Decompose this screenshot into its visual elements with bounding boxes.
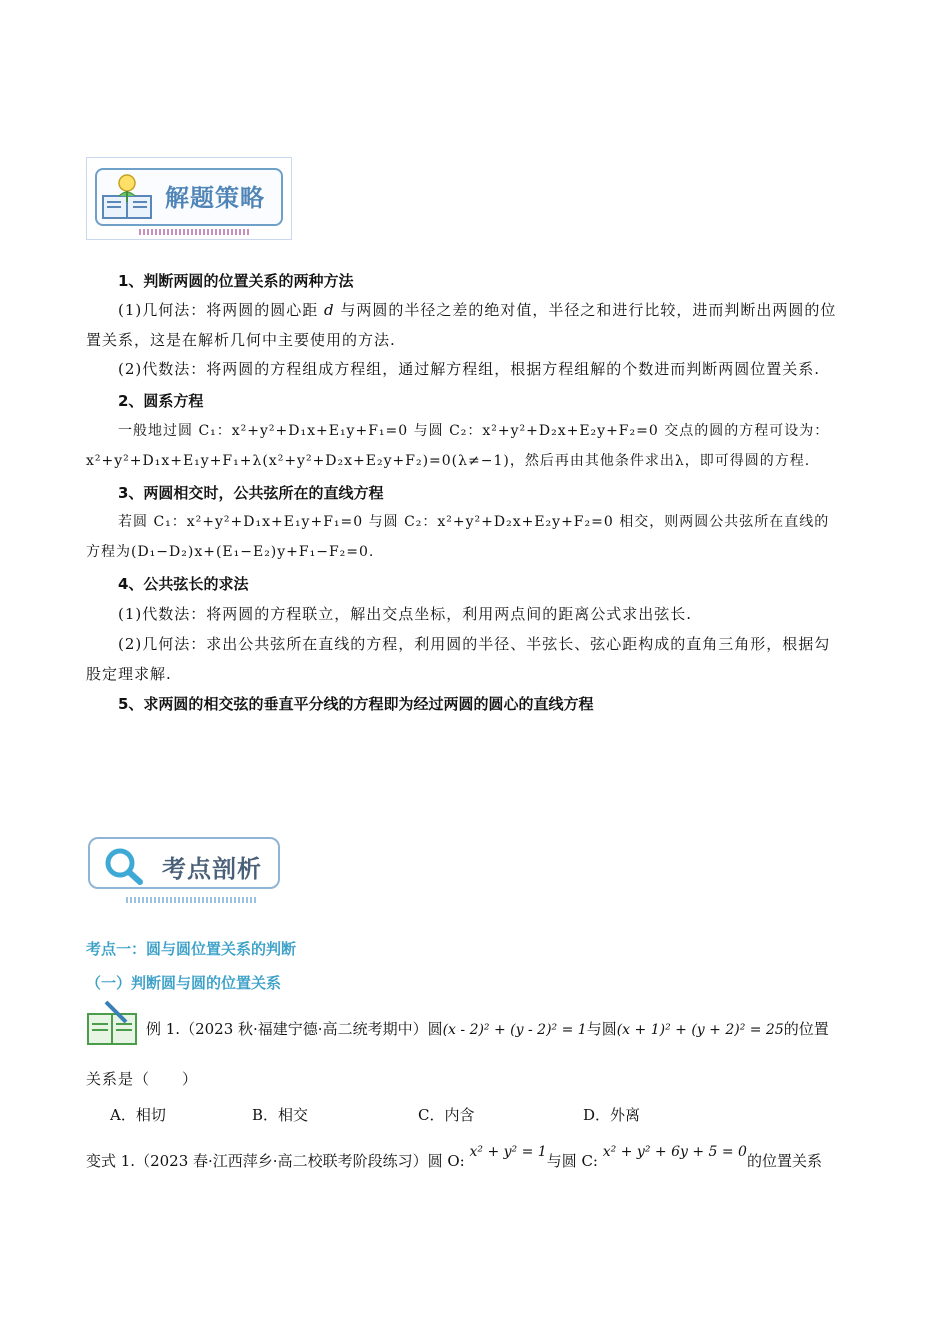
notebook-pencil-icon: [86, 1000, 142, 1048]
section-4-para-2-cont: 股定理求解.: [86, 665, 172, 683]
example-1-eq1: (x - 2)² + (y - 2)² = 1: [442, 1022, 587, 1038]
analysis-banner: [86, 835, 288, 905]
section-4-para-1: (1)代数法：将两圆的方程联立，解出交点坐标，利用两点间的距离公式求出弦长.: [118, 605, 693, 623]
section-1-para-1: (1)几何法：将两圆的圆心距 d 与两圆的半径之差的绝对值，半径之和进行比较，进而判断出两圆的位: [118, 301, 837, 319]
example-1-eq2: (x + 1)² + (y + 2)² = 25: [616, 1022, 784, 1038]
variant-1-eq1: x² + y² = 1: [469, 1144, 547, 1160]
example-1-label: 例 1.: [146, 1020, 181, 1038]
option-a[interactable]: A．相切: [110, 1106, 166, 1124]
strategy-banner: [86, 157, 292, 240]
variant-1: 变式 1.（2023 春·江西萍乡·高二校联考阶段练习）圆 O: x² + y² = 1与圆 C: x² + y² + 6y + 5 = 0的位置关系: [86, 1144, 822, 1170]
option-d[interactable]: D．外离: [583, 1106, 641, 1124]
example-1-source: （2023 秋·福建宁德·高二统考期中）圆: [180, 1020, 443, 1038]
example-1: 例 1.（2023 秋·福建宁德·高二统考期中）圆(x - 2)² + (y - 2)² = 1与圆(x + 1)² + (y + 2)² = 25的位置: [146, 1020, 829, 1038]
option-c[interactable]: C．内含: [418, 1106, 475, 1124]
book-lightbulb-icon: [99, 172, 157, 224]
section-4-para-2: (2)几何法：求出公共弦所在直线的方程，利用圆的半径、半弦长、弦心距构成的直角三角形，根据勾: [118, 635, 831, 653]
topic-subtitle: （一）判断圆与圆的位置关系: [86, 974, 282, 992]
option-b[interactable]: B．相交: [252, 1106, 309, 1124]
section-5-heading: 5、求两圆的相交弦的垂直平分线的方程即为经过两圆的圆心的直线方程: [118, 695, 594, 713]
section-1-heading: 1、判断两圆的位置关系的两种方法: [118, 272, 354, 290]
section-4-heading: 4、公共弦长的求法: [118, 575, 249, 593]
variant-1-label: 变式 1.: [86, 1152, 136, 1170]
section-3-heading: 3、两圆相交时，公共弦所在的直线方程: [118, 484, 384, 502]
banner-stripe: [139, 229, 249, 235]
variant-1-source: （2023 春·江西萍乡·高二校联考阶段练习）圆 O:: [135, 1152, 465, 1170]
section-2-line-1: 一般地过圆 C₁：x²+y²+D₁x+E₁y+F₁=0 与圆 C₂：x²+y²+D₂x+E₂y+F₂=0 交点的圆的方程可设为：: [118, 423, 830, 439]
section-3-line-2: 方程为(D₁−D₂)x+(E₁−E₂)y+F₁−F₂=0.: [86, 544, 375, 560]
section-1-para-1-cont: 置关系，这是在解析几何中主要使用的方法.: [86, 331, 396, 349]
section-1-para-2: (2)代数法：将两圆的方程组成方程组，通过解方程组，根据方程组解的个数进而判断两圆位置关系.: [118, 360, 821, 378]
variant-1-eq2: x² + y² + 6y + 5 = 0: [602, 1144, 747, 1160]
banner-stripe: [126, 897, 256, 903]
analysis-banner-title: 考点剖析: [162, 855, 262, 883]
section-2-heading: 2、圆系方程: [118, 392, 204, 410]
section-3-line-1: 若圆 C₁：x²+y²+D₁x+E₁y+F₁=0 与圆 C₂：x²+y²+D₂x+E₂y+F₂=0 相交，则两圆公共弦所在直线的: [118, 514, 830, 530]
magnifier-icon: [102, 845, 146, 885]
section-2-line-2: x²+y²+D₁x+E₁y+F₁+λ(x²+y²+D₂x+E₂y+F₂)=0(λ≠−1)，然后再由其他条件求出λ，即可得圆的方程.: [86, 453, 811, 469]
example-1-question: 关系是（ ）: [86, 1070, 199, 1088]
strategy-banner-title: 解题策略: [165, 184, 265, 212]
topic-title: 考点一：圆与圆位置关系的判断: [86, 940, 297, 958]
